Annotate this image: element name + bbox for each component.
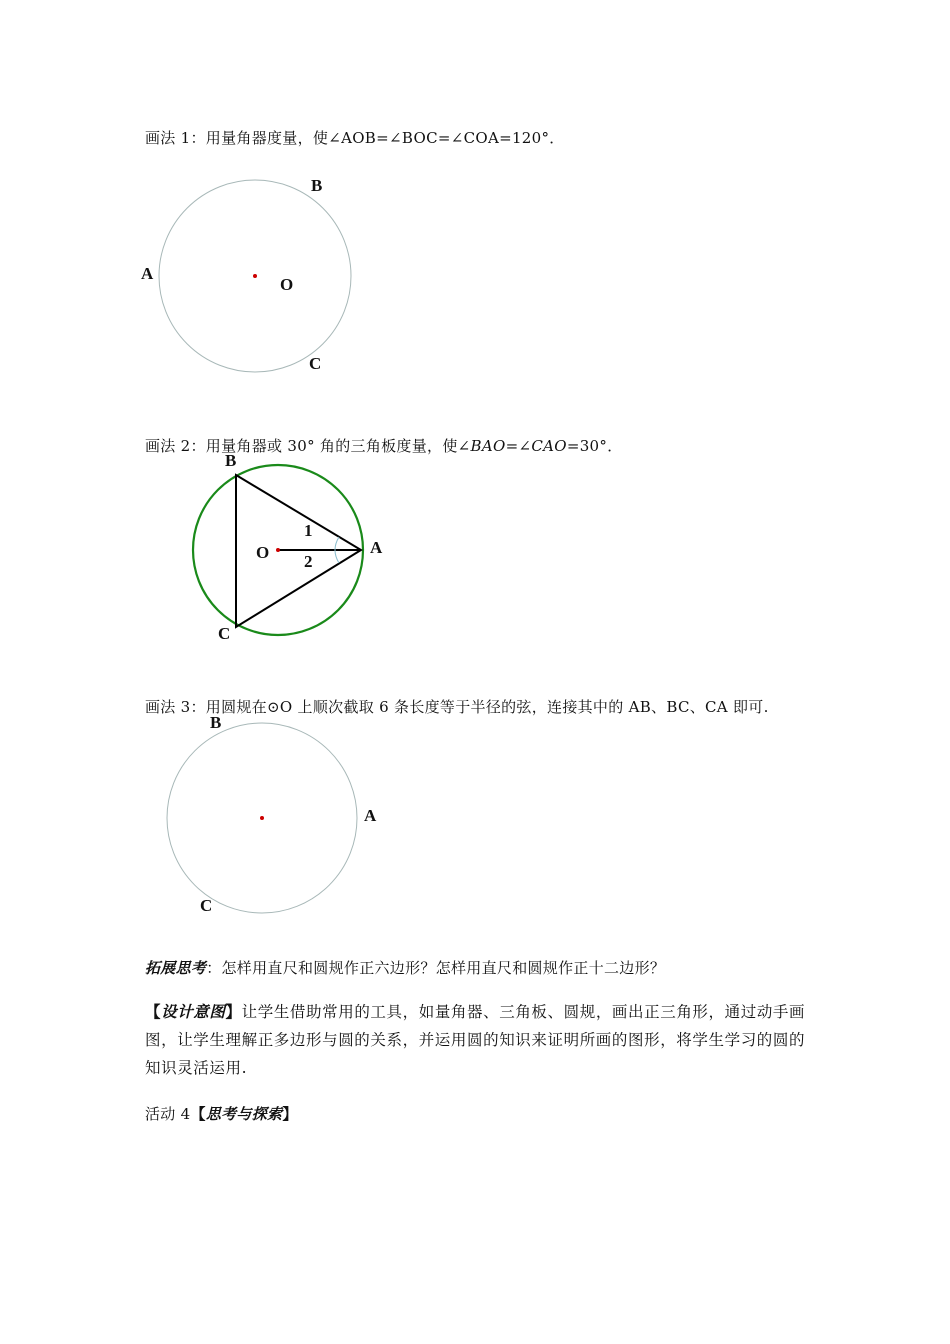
method1-label-c: C: [309, 354, 322, 373]
extension-text: ：怎样用直尺和圆规作正六边形？怎样用直尺和圆规作正十二边形？: [206, 959, 666, 977]
design-close-bracket: 】: [225, 1002, 242, 1021]
activity-open-bracket: 【: [190, 1105, 206, 1123]
method3-label-b: B: [210, 713, 222, 732]
method2-label-a: A: [370, 538, 383, 557]
activity-prefix: 活动 4: [145, 1105, 191, 1123]
method2-label-b: B: [225, 451, 237, 470]
method1-label-b: B: [311, 176, 323, 195]
method3-label-a: A: [364, 806, 377, 825]
method2-angle2: CAO: [531, 437, 567, 455]
method2-label-1: 1: [304, 521, 313, 540]
method2-prefix: 画法 2：用量角器或 30° 角的三角板度量，使∠: [145, 437, 471, 455]
design-open-bracket: 【: [145, 1002, 162, 1021]
method2-label-o: O: [256, 543, 270, 562]
design-intent: [145, 998, 810, 1082]
extension-line: [145, 958, 665, 978]
method1-label-a: A: [141, 264, 154, 283]
method3-text: 画法 3：用圆规在⊙O 上顺次截取 6 条长度等于半径的弦，连接其中的 AB、BC、CA 即可.: [145, 698, 769, 716]
method1-text: 画法 1：用量角器度量，使∠AOB=∠BOC=∠COA=120°．: [145, 129, 565, 147]
method2-angle1: BAO: [470, 437, 506, 455]
design-text: 让学生借助常用的工具，如量角器、三角板、圆规，画出正三角形，通过动手画图，让学生理解正多边形与圆的关系，并运用圆的知识来证明所画的图形，将学生学习的圆的知识灵活运用.: [145, 1003, 806, 1077]
activity-heading: [145, 1104, 298, 1124]
method2-mid: =∠: [505, 437, 532, 455]
method2-suffix: =30°．: [566, 437, 623, 455]
method1-label-o: O: [280, 275, 294, 294]
design-label: 设计意图: [161, 1002, 226, 1021]
activity-label: 思考与探索: [205, 1105, 283, 1123]
method2-label-c: C: [218, 624, 231, 643]
method2-label-2: 2: [304, 552, 313, 571]
extension-label: 拓展思考: [145, 959, 207, 977]
method3-label-c: C: [200, 896, 213, 915]
activity-close-bracket: 】: [282, 1105, 298, 1123]
method3-center-dot: [260, 816, 264, 820]
